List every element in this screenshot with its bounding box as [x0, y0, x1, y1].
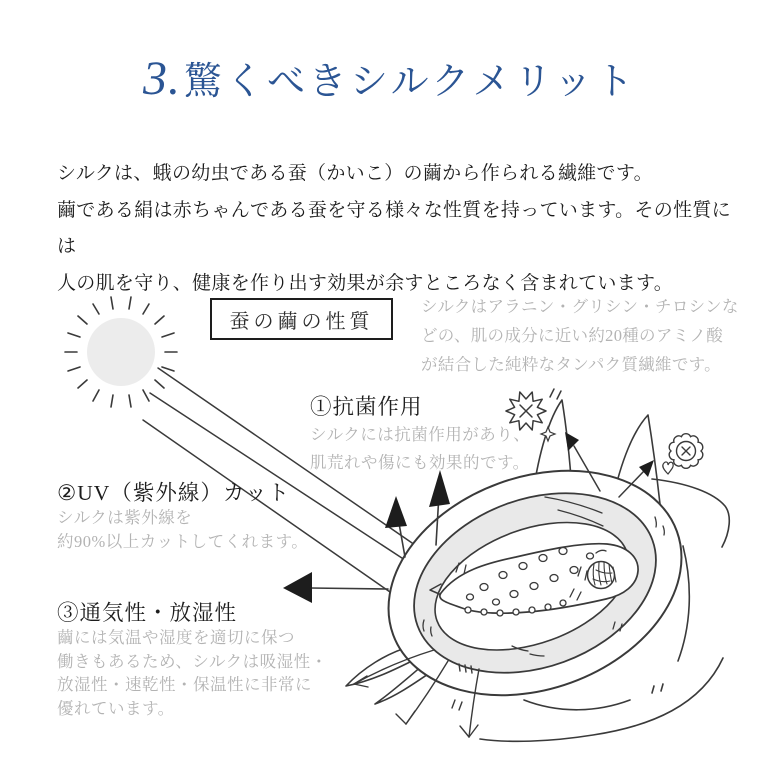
intro-paragraph: [57, 156, 737, 302]
cocoon-property-box: [210, 298, 393, 340]
germ-blocked-icon: [663, 434, 703, 474]
protein-note: [421, 292, 739, 379]
merit-line: シルクには抗菌作用があり、: [310, 425, 531, 444]
sparkle-icon: [541, 427, 555, 441]
merit-line: 放湿性・速乾性・保温性に非常に: [57, 675, 312, 694]
merit-line: 繭には気温や湿度を適切に保つ: [57, 628, 295, 647]
merit-line: 約90%以上カットしてくれます。: [57, 531, 309, 551]
merit-line: 肌荒れや傷にも効果的です。: [310, 452, 530, 472]
merit-line: 働きもあるため、シルクは吸湿性・: [57, 651, 328, 671]
merit-breathability-text: [57, 626, 328, 720]
merit-antibacterial-heading: ①抗菌作用: [310, 395, 423, 419]
intro-line: 繭である絹は赤ちゃんである蚕を守る様々な性質を持っています。その性質には: [57, 199, 731, 257]
intro-line: シルクは、蛾の幼虫である蚕（かいこ）の繭から作られる繊維です。: [57, 163, 653, 184]
merit-line: シルクは紫外線を: [57, 508, 193, 527]
sun-icon: [65, 297, 177, 407]
cocoon-property-label: 蚕の繭の性質: [229, 310, 374, 333]
merit-breathability-heading: ③通気性・放湿性: [57, 601, 238, 625]
merit-antibacterial-text: [310, 421, 530, 476]
page-title-number: 3.: [143, 52, 182, 105]
protein-note-line: シルクはアラニン・グリシン・チロシンな: [421, 297, 739, 316]
page-title-text: 驚くべきシルクメリット: [184, 61, 637, 103]
intro-line: 人の肌を守り、健康を作り出す効果が余すところなく含まれています。: [57, 272, 674, 294]
merit-uv-cut-text: [57, 506, 308, 553]
page-title: [0, 50, 780, 106]
merit-line: 優れています。: [57, 698, 175, 718]
protein-note-line: が結合した純粋なタンパク質繊維です。: [421, 355, 721, 374]
merit-uv-cut-heading: ②UV（紫外線）カット: [57, 481, 291, 505]
heart-blob-icon: [663, 462, 673, 474]
protein-note-line: どの、肌の成分に近い約20種のアミノ酸: [421, 326, 724, 345]
